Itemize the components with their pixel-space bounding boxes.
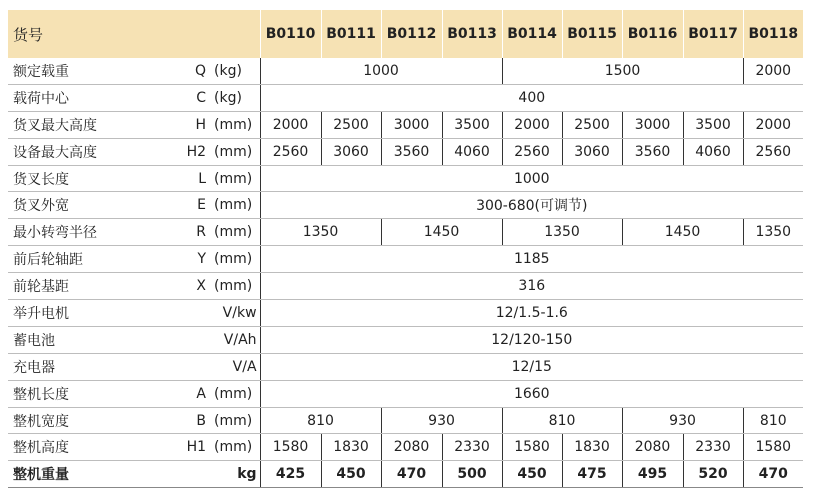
spec-value: 495 — [622, 461, 683, 488]
spec-row — [8, 353, 803, 380]
spec-unit: (mm) — [208, 434, 260, 461]
spec-label: 设备最大高度 — [8, 138, 168, 165]
spec-label: 载荷中心 — [8, 84, 168, 111]
spec-symbol — [168, 300, 208, 327]
spec-value: 2560 — [260, 138, 321, 165]
spec-label: 货叉最大高度 — [8, 111, 168, 138]
spec-value: 1660 — [260, 380, 803, 407]
model-header: B0118 — [743, 10, 803, 58]
spec-value: 470 — [381, 461, 442, 488]
spec-row — [8, 300, 803, 327]
spec-symbol — [168, 353, 208, 380]
spec-value: 300-680(可调节) — [260, 192, 803, 219]
spec-label: 前轮基距 — [8, 273, 168, 300]
spec-value: 810 — [260, 407, 381, 434]
spec-symbol: X — [168, 273, 208, 300]
spec-value: 2500 — [562, 111, 622, 138]
spec-unit: (kg) — [208, 58, 260, 84]
spec-value: 1580 — [502, 434, 562, 461]
spec-unit: (mm) — [208, 273, 260, 300]
spec-unit: V/kw — [208, 300, 260, 327]
model-header: B0110 — [260, 10, 321, 58]
spec-label: 蓄电池 — [8, 326, 168, 353]
spec-unit: V/Ah — [208, 326, 260, 353]
spec-value: 930 — [381, 407, 502, 434]
spec-value: 520 — [683, 461, 743, 488]
spec-value: 810 — [743, 407, 803, 434]
spec-value: 3000 — [622, 111, 683, 138]
spec-label: 整机重量 — [8, 461, 168, 488]
spec-row — [8, 461, 803, 488]
spec-unit: (mm) — [208, 165, 260, 192]
spec-value: 3560 — [381, 138, 442, 165]
model-header: B0116 — [622, 10, 683, 58]
spec-label: 充电器 — [8, 353, 168, 380]
spec-value: 2000 — [502, 111, 562, 138]
spec-value: 1830 — [321, 434, 381, 461]
spec-value: 1000 — [260, 58, 502, 84]
spec-unit: (mm) — [208, 138, 260, 165]
spec-row — [8, 273, 803, 300]
spec-value: 3500 — [683, 111, 743, 138]
spec-row — [8, 192, 803, 219]
header-row — [8, 10, 803, 58]
spec-value: 1450 — [622, 219, 743, 246]
model-header: B0113 — [442, 10, 502, 58]
spec-value: 1580 — [260, 434, 321, 461]
spec-value: 470 — [743, 461, 803, 488]
spec-value: 2000 — [743, 111, 803, 138]
spec-symbol: B — [168, 407, 208, 434]
spec-label: 前后轮轴距 — [8, 246, 168, 273]
spec-value: 450 — [502, 461, 562, 488]
spec-value: 2330 — [442, 434, 502, 461]
spec-symbol: H2 — [168, 138, 208, 165]
spec-value: 1830 — [562, 434, 622, 461]
spec-value: 2560 — [502, 138, 562, 165]
spec-label: 最小转弯半径 — [8, 219, 168, 246]
spec-symbol: A — [168, 380, 208, 407]
spec-unit: (kg) — [208, 84, 260, 111]
spec-value: 2000 — [260, 111, 321, 138]
spec-value: 2560 — [743, 138, 803, 165]
spec-value: 4060 — [683, 138, 743, 165]
spec-value: 930 — [622, 407, 743, 434]
spec-value: 425 — [260, 461, 321, 488]
spec-value: 316 — [260, 273, 803, 300]
spec-label: 整机高度 — [8, 434, 168, 461]
spec-symbol: H — [168, 111, 208, 138]
header-label: 货号 — [8, 10, 260, 58]
spec-value: 475 — [562, 461, 622, 488]
spec-row — [8, 58, 803, 84]
spec-value: 810 — [502, 407, 622, 434]
spec-row — [8, 138, 803, 165]
spec-row — [8, 165, 803, 192]
spec-value: 4060 — [442, 138, 502, 165]
spec-unit: V/A — [208, 353, 260, 380]
spec-unit: (mm) — [208, 192, 260, 219]
spec-value: 450 — [321, 461, 381, 488]
spec-label: 货叉长度 — [8, 165, 168, 192]
spec-value: 2000 — [743, 58, 803, 84]
spec-value: 2080 — [622, 434, 683, 461]
spec-value: 3060 — [321, 138, 381, 165]
spec-unit: (mm) — [208, 246, 260, 273]
spec-unit: (mm) — [208, 111, 260, 138]
spec-value: 500 — [442, 461, 502, 488]
spec-symbol: L — [168, 165, 208, 192]
spec-symbol: R — [168, 219, 208, 246]
spec-symbol — [168, 326, 208, 353]
spec-value: 1500 — [502, 58, 743, 84]
model-header: B0114 — [502, 10, 562, 58]
spec-value: 3500 — [442, 111, 502, 138]
spec-value: 3060 — [562, 138, 622, 165]
spec-row — [8, 407, 803, 434]
spec-table — [8, 10, 803, 488]
spec-value: 2500 — [321, 111, 381, 138]
spec-label: 整机宽度 — [8, 407, 168, 434]
spec-row — [8, 246, 803, 273]
spec-value: 2080 — [381, 434, 442, 461]
spec-value: 1185 — [260, 246, 803, 273]
model-header: B0111 — [321, 10, 381, 58]
spec-row — [8, 84, 803, 111]
spec-value: 1350 — [260, 219, 381, 246]
spec-row — [8, 380, 803, 407]
model-header: B0117 — [683, 10, 743, 58]
spec-value: 1350 — [502, 219, 622, 246]
spec-value: 2330 — [683, 434, 743, 461]
spec-value: 12/15 — [260, 353, 803, 380]
spec-unit: kg — [208, 461, 260, 488]
spec-value: 400 — [260, 84, 803, 111]
spec-value: 3000 — [381, 111, 442, 138]
spec-row — [8, 434, 803, 461]
spec-value: 3560 — [622, 138, 683, 165]
spec-unit: (mm) — [208, 407, 260, 434]
spec-symbol: H1 — [168, 434, 208, 461]
spec-value: 1450 — [381, 219, 502, 246]
spec-symbol: Y — [168, 246, 208, 273]
spec-label: 额定载重 — [8, 58, 168, 84]
spec-value: 1350 — [743, 219, 803, 246]
spec-label: 举升电机 — [8, 300, 168, 327]
spec-unit: (mm) — [208, 380, 260, 407]
spec-row — [8, 326, 803, 353]
spec-label: 整机长度 — [8, 380, 168, 407]
spec-value: 12/120-150 — [260, 326, 803, 353]
spec-row — [8, 219, 803, 246]
table-body — [8, 58, 803, 488]
spec-row — [8, 111, 803, 138]
spec-unit: (mm) — [208, 219, 260, 246]
spec-value: 12/1.5-1.6 — [260, 300, 803, 327]
spec-symbol: C — [168, 84, 208, 111]
spec-symbol: E — [168, 192, 208, 219]
model-header: B0112 — [381, 10, 442, 58]
spec-symbol — [168, 461, 208, 488]
spec-value: 1000 — [260, 165, 803, 192]
spec-value: 1580 — [743, 434, 803, 461]
table-header — [8, 10, 803, 58]
spec-symbol: Q — [168, 58, 208, 84]
model-header: B0115 — [562, 10, 622, 58]
spec-label: 货叉外宽 — [8, 192, 168, 219]
